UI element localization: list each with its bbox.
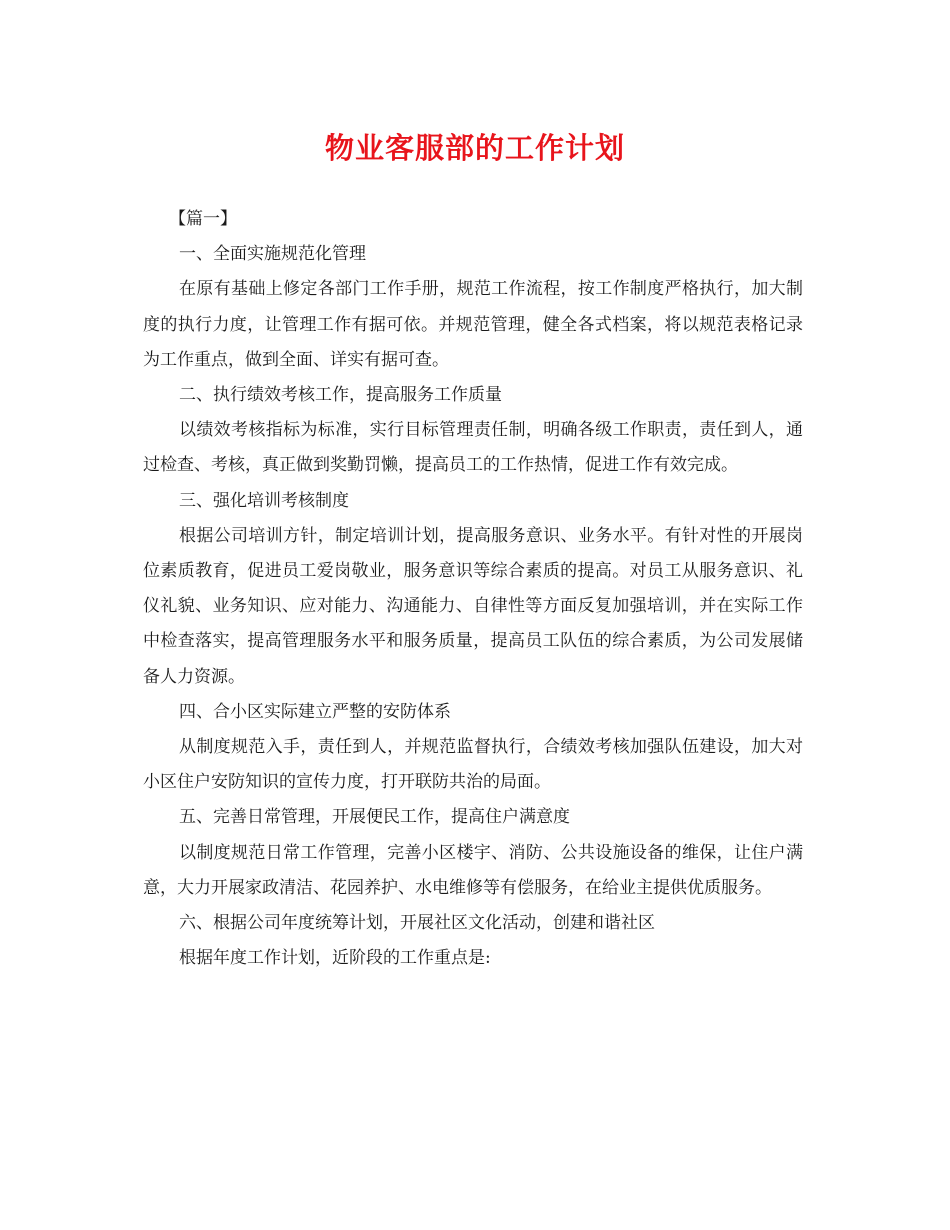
section-heading-5: 五、完善日常管理，开展便民工作，提高住户满意度 bbox=[179, 807, 570, 828]
paragraph-2: 以绩效考核指标为标准，实行目标管理责任制，明确各级工作职责，责任到人，通过检查、考核，真正做到奖勤罚懒，提高员工的工作热情，促进工作有效完成。 bbox=[143, 420, 803, 476]
document-title: 物业客服部的工作计划 bbox=[324, 131, 625, 165]
paragraph-5: 以制度规范日常工作管理，完善小区楼宇、消防、公共设施设备的维保，让住户满意，大力开展家政清洁、花园养护、水电维修等有偿服务，在给业主提供优质服务。 bbox=[143, 842, 803, 898]
section-heading-1: 一、全面实施规范化管理 bbox=[179, 244, 366, 265]
paragraph-3: 根据公司培训方针，制定培训计划，提高服务意识、业务水平。有针对性的开展岗位素质教育，促进员工爱岗敬业，服务意识等综合素质的提高。对员工从服务意识、礼仪礼貌、业务知识、应对能力、沟通能力、自律性等方面反复加强培训，并在实际工作中检查落实，提高管理服务水平和服务质量，提高员工队伍的综合素质，为公司发展储备人力资源。 bbox=[143, 525, 803, 687]
paragraph-1: 在原有基础上修定各部门工作手册，规范工作流程，按工作制度严格执行，加大制度的执行力度，让管理工作有据可依。并规范管理，健全各式档案，将以规范表格记录为工作重点，做到全面、详实有据可查。 bbox=[143, 279, 803, 370]
section-heading-4: 四、合小区实际建立严整的安防体系 bbox=[179, 701, 451, 722]
section-heading-2: 二、执行绩效考核工作，提高服务工作质量 bbox=[179, 385, 502, 406]
paragraph-4: 从制度规范入手，责任到人，并规范监督执行，合绩效考核加强队伍建设，加大对小区住户安防知识的宣传力度，打开联防共治的局面。 bbox=[143, 737, 803, 793]
paragraph-6: 根据年度工作计划，近阶段的工作重点是: bbox=[179, 948, 491, 969]
section-label: 【篇一】 bbox=[169, 209, 237, 229]
document-body bbox=[143, 202, 803, 976]
section-heading-3: 三、强化培训考核制度 bbox=[179, 490, 349, 511]
section-heading-6: 六、根据公司年度统筹计划，开展社区文化活动，创建和谐社区 bbox=[179, 913, 655, 934]
